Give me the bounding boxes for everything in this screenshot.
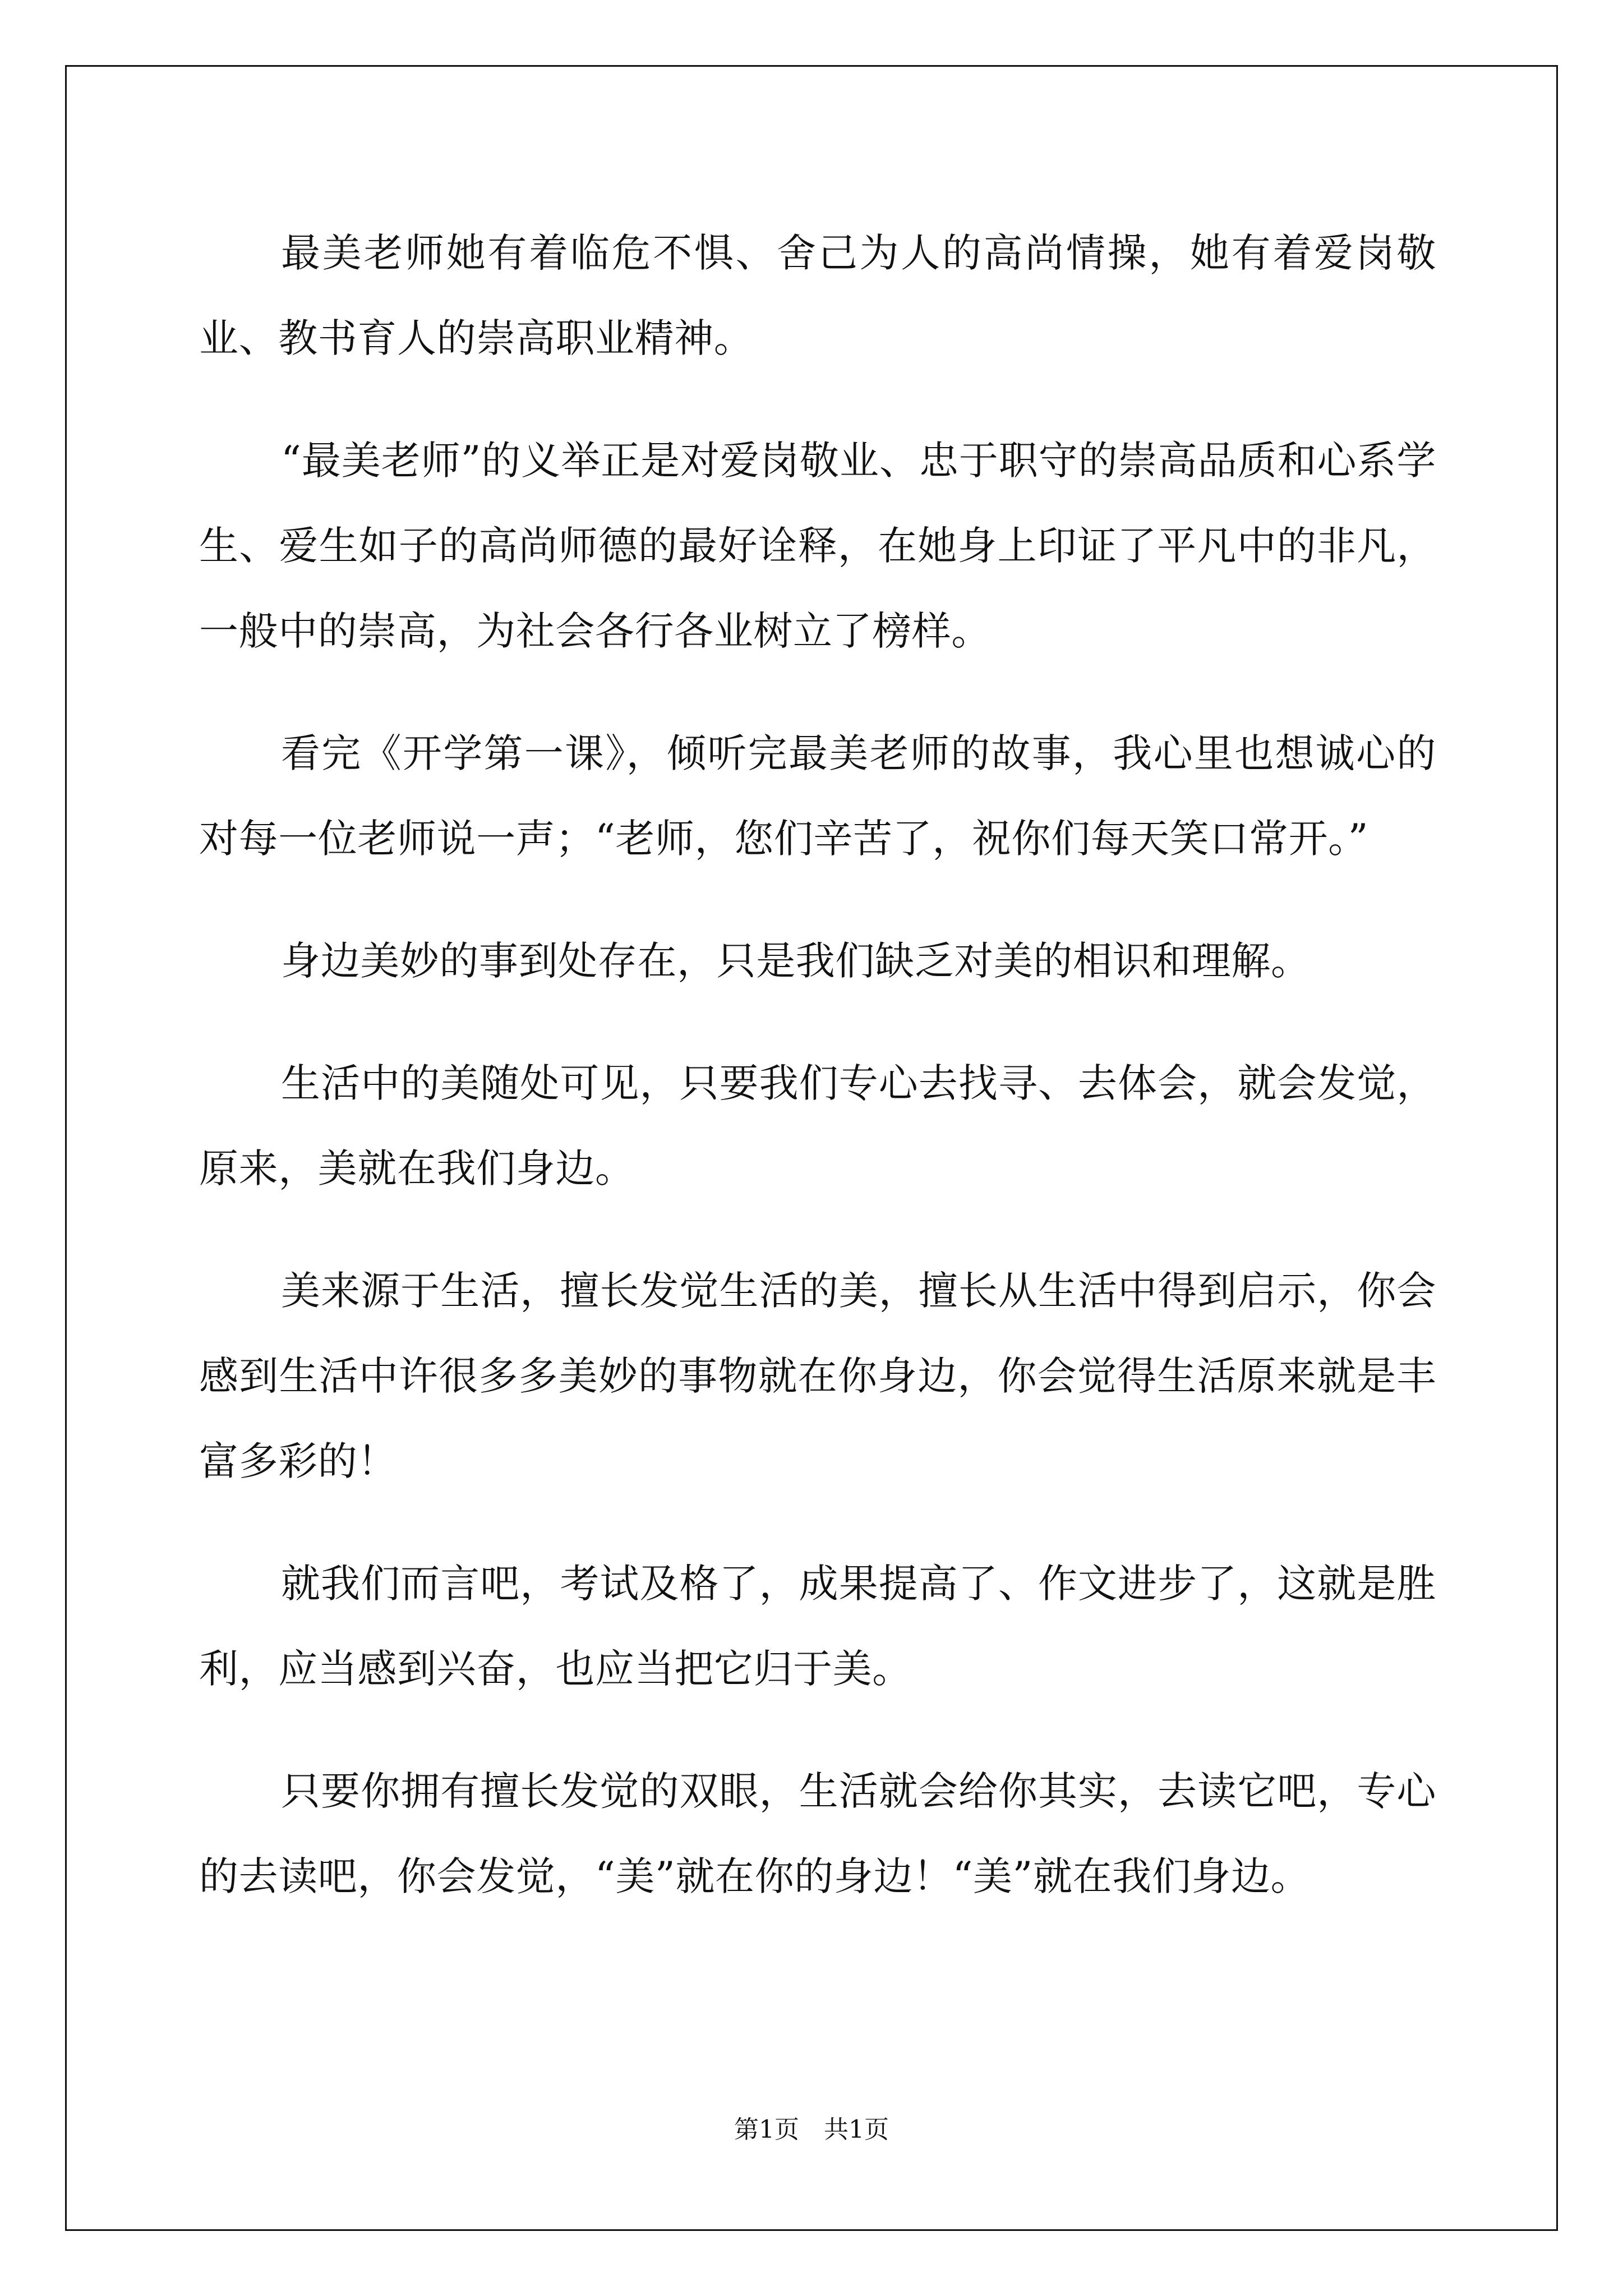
- paragraph-3: 看完《开学第一课》，倾听完最美老师的故事，我心里也想诚心的对每一位老师说一声；“老师，您们辛苦了，祝你们每天笑口常开。”: [199, 730, 1436, 862]
- paragraph-2: “最美老师”的义举正是对爱岗敬业、忠于职守的崇高品质和心系学生、爱生如子的高尚师德的最好诠释，在她身上印证了平凡中的非凡，一般中的崇高，为社会各行各业树立了榜样。: [199, 438, 1436, 654]
- page-number-footer: 第1页 共1页: [734, 2115, 889, 2144]
- document-body: [199, 210, 1436, 1956]
- paragraph-8: 只要你拥有擅长发觉的双眼，生活就会给你其实，去读它吧，专心的去读吧，你会发觉，“美”就在你的身边！“美”就在我们身边。: [199, 1768, 1436, 1899]
- paragraph-4: 身边美妙的事到处存在，只是我们缺乏对美的相识和理解。: [281, 938, 1311, 984]
- paragraph-1: 最美老师她有着临危不惧、舍己为人的高尚情操，她有着爱岗敬业、教书育人的崇高职业精神。: [199, 230, 1436, 361]
- paragraph-5: 生活中的美随处可见，只要我们专心去找寻、去体会，就会发觉，原来，美就在我们身边。: [199, 1060, 1436, 1191]
- paragraph-7: 就我们而言吧，考试及格了，成果提高了、作文进步了，这就是胜利，应当感到兴奋，也应当把它归于美。: [199, 1561, 1436, 1692]
- paragraph-6: 美来源于生活，擅长发觉生活的美，擅长从生活中得到启示，你会感到生活中许很多多美妙的事物就在你身边，你会觉得生活原来就是丰富多彩的！: [199, 1268, 1436, 1484]
